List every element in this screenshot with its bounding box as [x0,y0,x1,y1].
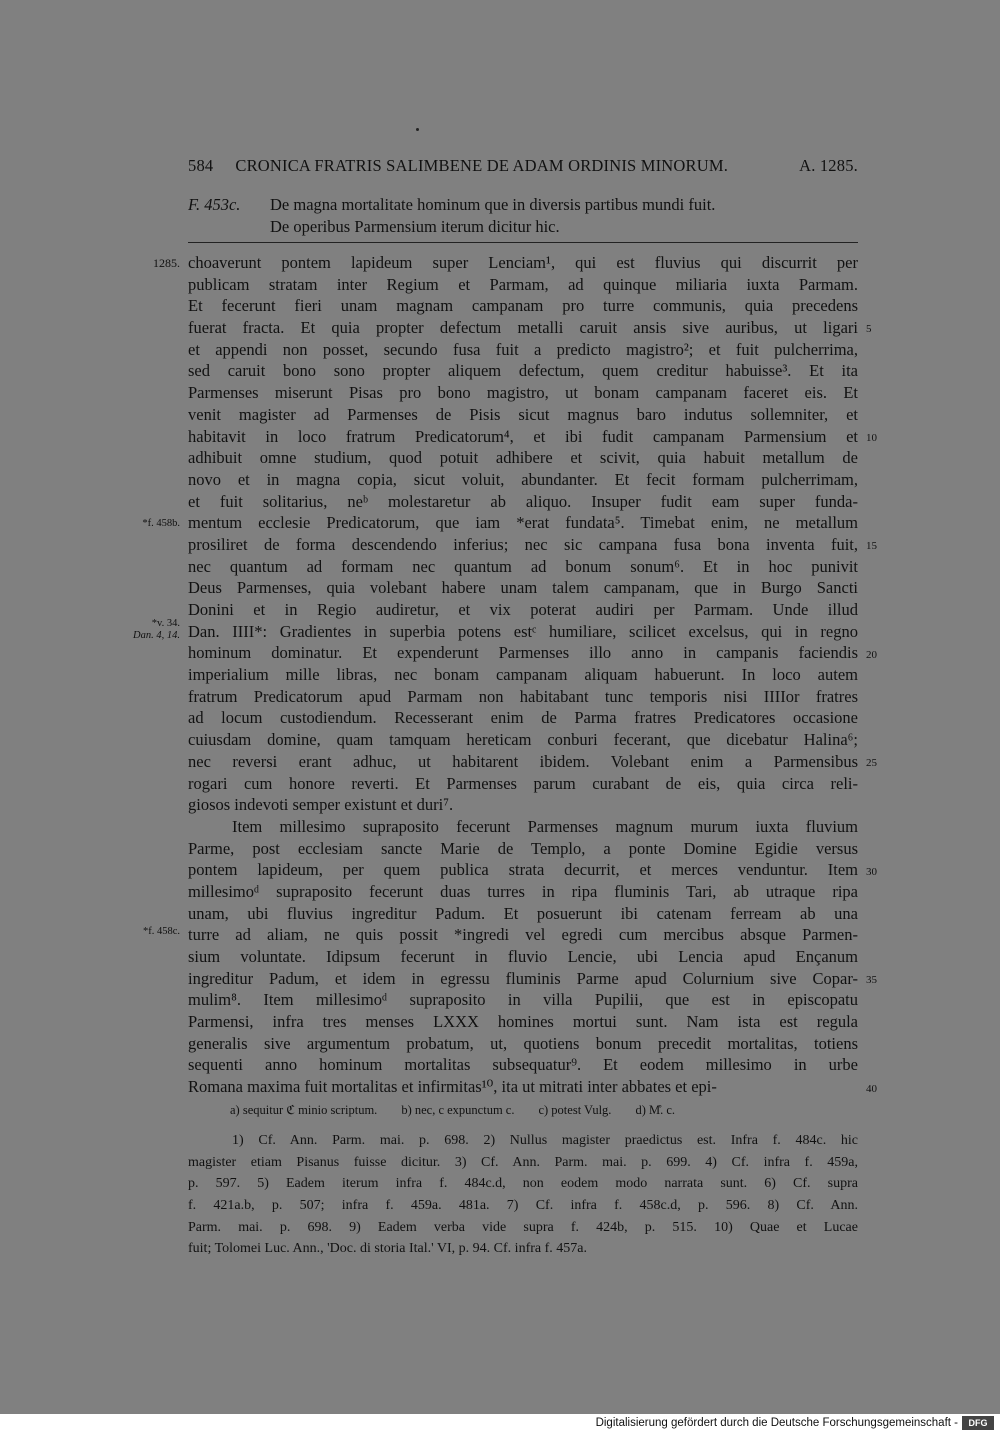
text-line: publicam stratam inter Regium et Parmam, ad quinque miliaria iuxta Parmam. [188,274,858,294]
text-line: fratrum Predicatorum apud Parmam non habitabant tunc temporis nisi IIIIor fratres [188,686,858,706]
text-line: turre ad aliam, ne quis possit *ingredi vel egredi cum mercibus absque Parmen- [188,925,858,945]
text-line: novo et in magna copia, sicut voluit, abundanter. Et fecit formam pulcherrimam, [188,469,858,489]
margin-ref-1: *v. 34. [151,618,180,629]
text-line: Et fecerunt fieri unam magnam campanam pro turre communis, quia precedens [188,296,858,316]
dfg-logo: DFG [962,1416,994,1430]
text-line: nec quantum ad formam nec quantum ad bonum sonum⁶. Et in hoc punivit [188,556,858,576]
text-line: ad locum custodiendum. Recesserant enim de Parma fratres Predicatores occasione [188,708,858,728]
text-line: imperialium mille libras, nec bonam campanam aliquam habuerunt. In loco autem [188,665,858,685]
page-number: 584 [188,156,214,175]
margin-folio: *f. 458c. [142,926,180,937]
footnote-line: 1) Cf. Ann. Parm. mai. p. 698. 2) Nullus magister praedictus est. Infra f. 484c. hic [232,1133,858,1148]
text-line: Romana maxima fuit mortalitas et infirmitas¹⁰, ita ut mitrati inter abbates et epi- [188,1077,717,1097]
variant-note: c) potest Vulg. [538,1103,612,1117]
footnotes [188,1130,858,1260]
text-line: sed caruit bono sono propter aliquem defectum, quem creditur habuisse³. Et ita [188,361,858,381]
text-line: Item millesimo supraposito fecerunt Parmenses magnum murum iuxta fluvium [232,816,858,836]
footnote-line: p. 597. 5) Eadem iterum infra f. 484c.d, non eodem modo narrata sunt. 6) Cf. supra [188,1176,858,1192]
text-line: mentum ecclesie Predicatorum, que iam *erat fundata⁵. Timebat enim, ne metallum [188,513,858,533]
text-line: pontem lapideum, per quem publica strata decurrit, et merces venduntur. Item [188,860,858,880]
line-number: 35 [866,974,877,987]
banner-text: Digitalisierung gefördert durch die Deutsche Forschungsgemeinschaft - [595,1417,958,1429]
text-line: millesimoᵈ supraposito fecerunt duas turres in ripa fluminis Tari, ab utraque ripa [188,881,858,901]
text-line: Parme, post ecclesiam sancte Marie de Templo, a ponte Domine Egidie versus [188,838,858,858]
text-line: giosos indevoti semper existunt et duri⁷. [188,795,454,815]
variant-note: a) sequitur ℭ minio scriptum. [230,1103,378,1117]
text-line: hominum dominatur. Et expenderunt Parmenses illo anno in campanis faciendis [188,643,858,663]
line-number: 20 [866,648,877,661]
margin-ref-2: Dan. 4, 14. [133,630,180,641]
margin-folio: *f. 458b. [142,518,180,529]
line-number: 5 [866,323,872,336]
text-line: nec reversi erant adhuc, ut habitarent ibidem. Volebant enim a Parmensibus [188,751,858,771]
text-line: Parmenses miserunt Pisas pro bono magistro, ut bonam campanam faceret eis. Et [188,383,858,403]
running-header [188,156,858,176]
text-line: et fuit solitarius, neᵇ molestaretur ab aliquo. Insuper fudit eam super funda- [188,491,858,511]
text-line: Deus Parmenses, quia volebant habere unam talem campanam, que in Burgo Sancti [188,578,858,598]
chapter-title-line-1: De magna mortalitate hominum que in diversis partibus mundi fuit. [270,195,716,214]
heading-rule [188,242,858,243]
text-line: ingreditur Padum, et idem in egressu fluminis Parme apud Colurnium sive Copar- [188,968,858,988]
folio-mark: F. 453c. [188,195,241,214]
text-line: unam, ubi fluvius ingreditur Padum. Et posuerunt ibi catenam ferream ab una [188,903,858,923]
margin-year: 1285. [153,256,180,270]
header-year: A. 1285. [799,156,858,175]
footnote-line: f. 421a.b, p. 507; infra f. 459a. 481a. 7) Cf. infra f. 458c.d, p. 596. 8) Cf. Ann. [188,1198,858,1214]
text-line: sequenti anno hominum mortalitas subsequatur⁹. Et eodem millesimo in urbe [188,1055,858,1075]
text-line: generalis sive argumentum probatum, ut, quotiens bonum precedit mortalitas, totiens [188,1033,858,1053]
critical-apparatus [230,1102,699,1118]
text-line: habitavit in loco fratrum Predicatorum⁴, et ibi fudit campanam Parmensium et [188,426,858,446]
footnote-line: fuit; Tolomei Luc. Ann., 'Doc. di storia Ital.' VI, p. 94. Cf. infra f. 457a. [188,1241,587,1257]
line-number: 40 [866,1082,877,1095]
variant-note: d) M̊. c. [635,1103,676,1117]
text-line: et appendi non posset, secundo fusa fuit a predicto magistro²; et fuit pulcherrima, [188,339,858,359]
main-text [188,252,858,1098]
footnote-line: magister etiam Pisanus fuisse dicitur. 3) Cf. Ann. Parm. mai. p. 699. 4) Cf. infra f. 459a, [188,1154,858,1170]
text-line: sium voluntate. Idipsum fecerunt in fluvio Lencie, ubi Lencia apud Ençanum [188,947,858,966]
line-number: 10 [866,431,877,444]
text-line: adhibuit omne studium, quod potuit adhibere et scivit, quia habuit metallum de [188,448,858,468]
running-title: CRONICA FRATRIS SALIMBENE DE ADAM ORDINIS MINORUM. [235,156,729,175]
chapter-heading [188,194,715,238]
text-line: Dan. IIII*: Gradientes in superbia potens estᶜ humiliare, scilicet excelsus, qui in regno [188,621,858,641]
text-line: choaverunt pontem lapideum super Lenciam¹, qui est fluvius qui discurrit per [188,253,858,272]
text-line: fuerat fracta. Et quia propter defectum metalli caruit ansis sive auribus, ut ligari [188,318,858,338]
text-line: cuiusdam domine, quam tamquam hereticam conburi fecerant, que dicebatur Halina⁶; [188,730,858,750]
line-number: 30 [866,865,877,878]
text-line: Donini et in Regio audiretur, et vix poterat audiri per Parmam. Unde illud [188,600,858,619]
print-speck [416,128,419,131]
text-line: Parmensi, infra tres menses LXXX homines mortui sunt. Nam ista est regula [188,1012,858,1032]
line-number: 15 [866,540,877,553]
text-line: mulim⁸. Item millesimoᵈ supraposito in villa Pupilii, que est in episcopatu [188,990,858,1010]
chapter-title-line-2: De operibus Parmensium iterum dicitur hic. [270,217,560,236]
footnote-line: Parm. mai. p. 698. 9) Eadem verba vide supra f. 424b, p. 515. 10) Quae et Lucae [188,1219,858,1235]
text-line: rogari cum honore reverti. Et Parmenses parum curabant de eis, quia circa reli- [188,773,858,793]
line-number: 25 [866,757,877,770]
text-line: prosiliret de forma descendendo inferius; nec sic campana fusa bona inventa fuit, [188,534,858,554]
variant-note: b) nec, c expunctum c. [401,1103,515,1117]
text-line: venit magister ad Parmenses de Pisis sicut magnus baro indutus sollemniter, et [188,404,858,424]
